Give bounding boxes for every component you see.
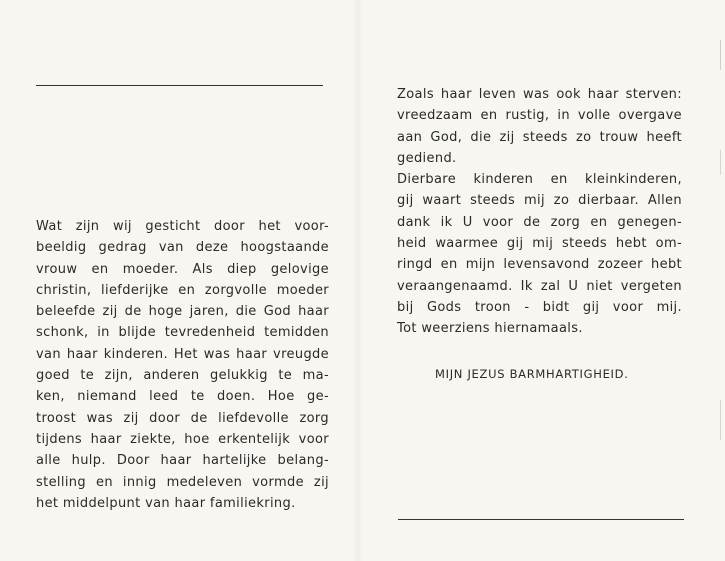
text-line: dank ik U voor de zorg en genegen- <box>397 214 682 230</box>
text-line: schonk, in blijde tevredenheid temidden <box>36 325 329 341</box>
right-column-text <box>397 84 682 340</box>
text-line: stelling en innig medeleven vormde zij <box>36 474 329 490</box>
text-line: vrouw en moeder. Als diep gelovige <box>36 261 329 277</box>
text-line: troost was zij door de liefdevolle zorg <box>36 410 329 426</box>
text-line: Wat zijn wij gesticht door het voor- <box>36 219 329 234</box>
text-line: het middelpunt van haar familiekring. <box>36 495 296 511</box>
text-line: Zoals haar leven was ook haar sterven: <box>397 87 682 102</box>
text-line: ringd en mijn levensavond zozeer hebt <box>397 257 682 273</box>
text-line: Dierbare kinderen en kleinkinderen, <box>397 172 682 188</box>
edge-mark <box>720 400 721 440</box>
text-line: gij waart steeds mij zo dierbaar. Allen <box>397 193 682 209</box>
text-line: veraangenaamd. Ik zal U niet vergeten <box>397 278 682 294</box>
text-line: ken, niemand leed te doen. Hoe ge- <box>36 389 329 405</box>
text-line: bij Gods troon - bidt gij voor mij. <box>397 299 682 315</box>
text-line: vreedzaam en rustig, in volle overgave <box>397 108 682 124</box>
text-line: van haar kinderen. Het was haar vreugde <box>36 346 329 362</box>
text-line: alle hulp. Door haar hartelijke belang- <box>36 453 329 469</box>
card-fold <box>353 0 363 561</box>
closing-prayer: MIJN JEZUS BARMHARTIGHEID. <box>435 367 629 381</box>
bottom-right-divider <box>398 519 684 520</box>
text-line: heid waarmee gij mij steeds hebt om- <box>397 236 682 252</box>
text-line: aan God, die zij steeds zo trouw heeft <box>397 129 682 145</box>
text-line: tijdens haar ziekte, hoe erkentelijk voor <box>36 431 329 447</box>
edge-mark <box>720 40 721 70</box>
text-line: goed te zijn, anderen gelukkig te ma- <box>36 368 329 384</box>
edge-mark <box>720 150 721 175</box>
text-line: Tot weerziens hiernamaals. <box>397 321 583 337</box>
left-column-text <box>36 216 329 514</box>
text-line: beeldig gedrag van deze hoogstaande <box>36 240 329 256</box>
text-line: gediend. <box>397 150 457 166</box>
top-left-divider <box>36 85 323 86</box>
text-line: beleefde zij de hoge jaren, die God haar <box>36 304 329 320</box>
text-line: christin, liefderijke en zorgvolle moeder <box>36 282 329 298</box>
